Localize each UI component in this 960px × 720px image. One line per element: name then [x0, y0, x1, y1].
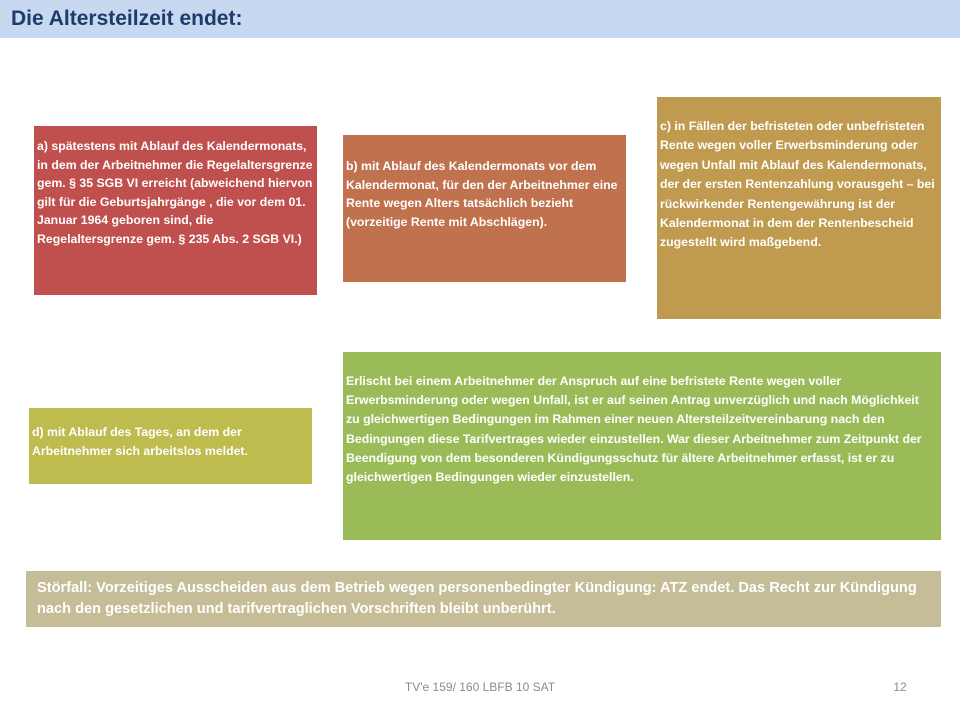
text-box-b: b) mit Ablauf des Kalendermonats vor dem Kalendermonat, für den der Arbeitnehmer eine Rente wegen Alters tatsächlich bezieht (vorzeitige Rente mit Abschlägen). — [343, 135, 626, 282]
title-bar — [0, 0, 960, 38]
stoerfall-box: Störfall: Vorzeitiges Ausscheiden aus dem Betrieb wegen personenbedingter Kündigung: ATZ endet. Das Recht zur Kündigung nach den gesetzlichen und tarifvertraglichen Vorschriften bleibt unberührt. — [26, 571, 941, 627]
footer-source: TV'e 159/ 160 LBFB 10 SAT — [404, 680, 556, 694]
slide-title: Die Altersteilzeit endet: — [11, 7, 243, 30]
page-number: 12 — [893, 680, 907, 694]
text-box-reinstatement: Erlischt bei einem Arbeitnehmer der Anspruch auf eine befristete Rente wegen voller Erwerbsminderung oder wegen Unfall, ist er auf seinen Antrag unverzüglich und nach Möglichkeit zu gleichwertigen Bedingungen im Rahmen einer neuen Altersteilzeitvereinbarung nach den Bedingungen diese Tarifvertrages wieder einzustellen. War dieser Arbeitnehmer zum Zeitpunkt der Beendigung von dem besonderen Kündigungsschutz für ältere Arbeitnehmer erfasst, ist er zu gleichwertigen Bedingungen wieder einzustellen. — [343, 352, 941, 540]
text-box-c: c) in Fällen der befristeten oder unbefristeten Rente wegen voller Erwerbsminderung oder wegen Unfall mit Ablauf des Kalendermonats, der der ersten Rentenzahlung vorausgeht – bei rückwirkender Rentengewährung ist der Kalendermonat in dem der Rentenbescheid zugestellt wird maßgebend. — [657, 97, 941, 319]
text-box-d: d) mit Ablauf des Tages, an dem der Arbeitnehmer sich arbeitslos meldet. — [29, 408, 312, 484]
text-box-a: a) spätestens mit Ablauf des Kalendermonats, in dem der Arbeitnehmer die Regelaltersgrenze gem. § 35 SGB VI erreicht (abweichend hiervon gilt für die Geburtsjahrgänge , die vor dem 01. Januar 1964 geboren sind, die Regelaltersgrenze gem. § 235 Abs. 2 SGB VI.) — [34, 126, 317, 295]
